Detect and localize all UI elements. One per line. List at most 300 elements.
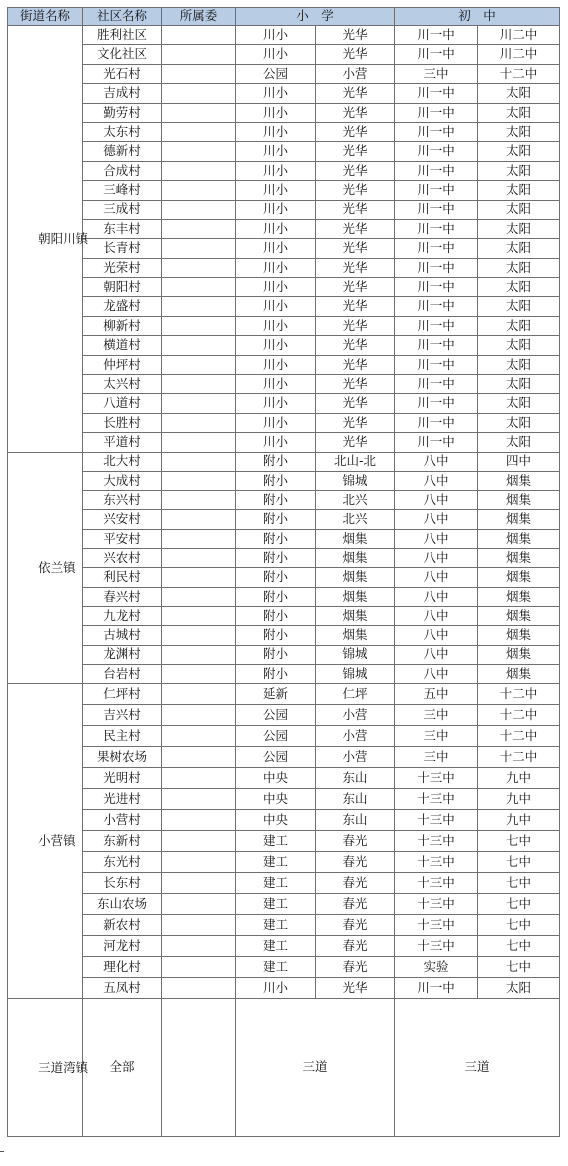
committee-cell[interactable] bbox=[162, 239, 236, 258]
middle-school-1[interactable]: 川一中 bbox=[395, 103, 478, 122]
town-name-cell[interactable] bbox=[8, 999, 89, 1137]
primary-school-2[interactable]: 北兴 bbox=[316, 491, 395, 510]
community-cell[interactable]: 北大村 bbox=[83, 452, 162, 471]
community-cell[interactable]: 平道村 bbox=[83, 433, 162, 452]
community-cell[interactable]: 吉兴村 bbox=[83, 705, 162, 726]
middle-school-1[interactable]: 八中 bbox=[395, 491, 478, 510]
middle-school-2[interactable]: 烟集 bbox=[478, 510, 560, 529]
community-cell[interactable]: 仲坪村 bbox=[83, 355, 162, 374]
committee-cell[interactable] bbox=[162, 684, 236, 705]
primary-school-2[interactable]: 光华 bbox=[316, 181, 395, 200]
community-cell[interactable]: 文化社区 bbox=[83, 45, 162, 64]
middle-school-2[interactable]: 太阳 bbox=[478, 375, 560, 394]
middle-school-1[interactable]: 八中 bbox=[395, 568, 478, 587]
primary-school-2[interactable]: 光华 bbox=[316, 375, 395, 394]
committee-cell[interactable] bbox=[162, 355, 236, 374]
community-cell[interactable]: 古城村 bbox=[83, 626, 162, 645]
middle-school-2[interactable]: 七中 bbox=[478, 852, 560, 873]
middle-school-1[interactable]: 十三中 bbox=[395, 789, 478, 810]
middle-school-2[interactable]: 七中 bbox=[478, 894, 560, 915]
primary-school-2[interactable]: 光华 bbox=[316, 103, 395, 122]
primary-school-2[interactable]: 光华 bbox=[316, 978, 395, 999]
middle-school-1[interactable]: 十三中 bbox=[395, 873, 478, 894]
middle-school-1[interactable]: 实验 bbox=[395, 957, 478, 978]
middle-school-1[interactable]: 川一中 bbox=[395, 142, 478, 161]
committee-cell[interactable] bbox=[162, 258, 236, 277]
middle-school-1[interactable]: 川一中 bbox=[395, 297, 478, 316]
middle-school-1[interactable]: 八中 bbox=[395, 645, 478, 664]
committee-cell[interactable] bbox=[162, 316, 236, 335]
committee-cell[interactable] bbox=[162, 394, 236, 413]
middle-school-2[interactable]: 烟集 bbox=[478, 606, 560, 625]
committee-cell[interactable] bbox=[162, 471, 236, 490]
primary-school-1[interactable]: 附小 bbox=[236, 491, 316, 510]
middle-school-merged[interactable]: 三道 bbox=[395, 999, 560, 1137]
middle-school-1[interactable]: 十三中 bbox=[395, 768, 478, 789]
community-cell[interactable]: 龙渊村 bbox=[83, 645, 162, 664]
committee-cell[interactable] bbox=[162, 103, 236, 122]
committee-cell[interactable] bbox=[162, 810, 236, 831]
primary-school-2[interactable]: 烟集 bbox=[316, 587, 395, 606]
primary-school-2[interactable]: 光华 bbox=[316, 200, 395, 219]
community-cell[interactable]: 长青村 bbox=[83, 239, 162, 258]
primary-school-1[interactable]: 公园 bbox=[236, 64, 316, 83]
primary-school-1[interactable]: 附小 bbox=[236, 587, 316, 606]
community-cell[interactable]: 太东村 bbox=[83, 122, 162, 141]
primary-school-1[interactable]: 川小 bbox=[236, 336, 316, 355]
community-cell[interactable]: 东山农场 bbox=[83, 894, 162, 915]
primary-school-1[interactable]: 川小 bbox=[236, 413, 316, 432]
primary-school-1[interactable]: 附小 bbox=[236, 568, 316, 587]
primary-school-2[interactable]: 光华 bbox=[316, 413, 395, 432]
middle-school-2[interactable]: 太阳 bbox=[478, 394, 560, 413]
primary-school-2[interactable]: 锦城 bbox=[316, 645, 395, 664]
middle-school-2[interactable]: 烟集 bbox=[478, 491, 560, 510]
primary-school-2[interactable]: 东山 bbox=[316, 789, 395, 810]
middle-school-1[interactable]: 川一中 bbox=[395, 258, 478, 277]
primary-school-2[interactable]: 光华 bbox=[316, 161, 395, 180]
middle-school-2[interactable]: 烟集 bbox=[478, 626, 560, 645]
community-cell[interactable]: 龙盛村 bbox=[83, 297, 162, 316]
community-cell[interactable]: 朝阳村 bbox=[83, 278, 162, 297]
primary-school-1[interactable]: 附小 bbox=[236, 510, 316, 529]
middle-school-2[interactable]: 七中 bbox=[478, 873, 560, 894]
committee-cell[interactable] bbox=[162, 84, 236, 103]
committee-cell[interactable] bbox=[162, 278, 236, 297]
primary-school-2[interactable]: 光华 bbox=[316, 297, 395, 316]
primary-school-1[interactable]: 中央 bbox=[236, 789, 316, 810]
primary-school-1[interactable]: 川小 bbox=[236, 316, 316, 335]
primary-school-2[interactable]: 小营 bbox=[316, 747, 395, 768]
community-cell[interactable]: 横道村 bbox=[83, 336, 162, 355]
committee-cell[interactable] bbox=[162, 664, 236, 683]
committee-cell[interactable] bbox=[162, 606, 236, 625]
community-cell[interactable]: 八道村 bbox=[83, 394, 162, 413]
middle-school-1[interactable]: 川一中 bbox=[395, 181, 478, 200]
primary-school-2[interactable]: 小营 bbox=[316, 726, 395, 747]
town-name-cell[interactable] bbox=[8, 26, 89, 453]
middle-school-1[interactable]: 川一中 bbox=[395, 394, 478, 413]
community-cell[interactable]: 果树农场 bbox=[83, 747, 162, 768]
primary-school-1[interactable]: 建工 bbox=[236, 894, 316, 915]
committee-cell[interactable] bbox=[162, 852, 236, 873]
primary-school-1[interactable]: 川小 bbox=[236, 375, 316, 394]
middle-school-2[interactable]: 烟集 bbox=[478, 549, 560, 568]
header-middle[interactable]: 初 中 bbox=[395, 8, 560, 26]
middle-school-1[interactable]: 十三中 bbox=[395, 936, 478, 957]
middle-school-2[interactable]: 烟集 bbox=[478, 471, 560, 490]
committee-cell[interactable] bbox=[162, 219, 236, 238]
community-cell[interactable]: 德新村 bbox=[83, 142, 162, 161]
primary-school-1[interactable]: 川小 bbox=[236, 355, 316, 374]
committee-cell[interactable] bbox=[162, 999, 236, 1137]
middle-school-2[interactable]: 太阳 bbox=[478, 161, 560, 180]
primary-school-2[interactable]: 东山 bbox=[316, 768, 395, 789]
community-cell[interactable]: 东光村 bbox=[83, 852, 162, 873]
primary-school-1[interactable]: 公园 bbox=[236, 726, 316, 747]
primary-school-1[interactable]: 建工 bbox=[236, 957, 316, 978]
middle-school-1[interactable]: 十三中 bbox=[395, 915, 478, 936]
middle-school-2[interactable]: 太阳 bbox=[478, 336, 560, 355]
primary-school-1[interactable]: 川小 bbox=[236, 394, 316, 413]
middle-school-2[interactable]: 太阳 bbox=[478, 142, 560, 161]
middle-school-2[interactable]: 太阳 bbox=[478, 355, 560, 374]
primary-school-2[interactable]: 光华 bbox=[316, 142, 395, 161]
committee-cell[interactable] bbox=[162, 726, 236, 747]
primary-school-2[interactable]: 光华 bbox=[316, 258, 395, 277]
community-cell[interactable]: 利民村 bbox=[83, 568, 162, 587]
community-cell[interactable]: 合成村 bbox=[83, 161, 162, 180]
committee-cell[interactable] bbox=[162, 645, 236, 664]
community-cell[interactable]: 胜利社区 bbox=[83, 26, 162, 45]
header-street[interactable]: 街道名称 bbox=[8, 8, 83, 26]
primary-school-1[interactable]: 川小 bbox=[236, 219, 316, 238]
committee-cell[interactable] bbox=[162, 297, 236, 316]
middle-school-2[interactable]: 烟集 bbox=[478, 645, 560, 664]
middle-school-2[interactable]: 太阳 bbox=[478, 103, 560, 122]
middle-school-1[interactable]: 十三中 bbox=[395, 894, 478, 915]
primary-school-2[interactable]: 光华 bbox=[316, 45, 395, 64]
community-all-cell[interactable]: 全部 bbox=[83, 999, 162, 1137]
community-cell[interactable]: 平安村 bbox=[83, 529, 162, 548]
community-cell[interactable]: 仁坪村 bbox=[83, 684, 162, 705]
middle-school-1[interactable]: 八中 bbox=[395, 510, 478, 529]
town-name-cell[interactable] bbox=[8, 452, 83, 684]
primary-school-2[interactable]: 光华 bbox=[316, 26, 395, 45]
header-community[interactable]: 社区名称 bbox=[83, 8, 162, 26]
community-cell[interactable]: 大成村 bbox=[83, 471, 162, 490]
committee-cell[interactable] bbox=[162, 873, 236, 894]
committee-cell[interactable] bbox=[162, 433, 236, 452]
middle-school-2[interactable]: 太阳 bbox=[478, 200, 560, 219]
committee-cell[interactable] bbox=[162, 789, 236, 810]
community-cell[interactable]: 新农村 bbox=[83, 915, 162, 936]
committee-cell[interactable] bbox=[162, 978, 236, 999]
middle-school-1[interactable]: 川一中 bbox=[395, 161, 478, 180]
primary-school-1[interactable]: 中央 bbox=[236, 810, 316, 831]
primary-school-2[interactable]: 春光 bbox=[316, 957, 395, 978]
primary-school-1[interactable]: 附小 bbox=[236, 606, 316, 625]
middle-school-1[interactable]: 三中 bbox=[395, 705, 478, 726]
primary-school-1[interactable]: 公园 bbox=[236, 747, 316, 768]
committee-cell[interactable] bbox=[162, 45, 236, 64]
header-primary[interactable]: 小 学 bbox=[236, 8, 395, 26]
primary-school-2[interactable]: 烟集 bbox=[316, 606, 395, 625]
primary-school-1[interactable]: 建工 bbox=[236, 873, 316, 894]
primary-school-1[interactable]: 川小 bbox=[236, 278, 316, 297]
primary-school-2[interactable]: 小营 bbox=[316, 64, 395, 83]
primary-school-1[interactable]: 建工 bbox=[236, 915, 316, 936]
primary-school-1[interactable]: 附小 bbox=[236, 529, 316, 548]
middle-school-1[interactable]: 川一中 bbox=[395, 122, 478, 141]
middle-school-2[interactable]: 太阳 bbox=[478, 413, 560, 432]
community-cell[interactable]: 东新村 bbox=[83, 831, 162, 852]
community-cell[interactable]: 河龙村 bbox=[83, 936, 162, 957]
primary-school-2[interactable]: 北兴 bbox=[316, 510, 395, 529]
committee-cell[interactable] bbox=[162, 452, 236, 471]
primary-school-2[interactable]: 春光 bbox=[316, 915, 395, 936]
primary-school-1[interactable]: 川小 bbox=[236, 297, 316, 316]
primary-school-1[interactable]: 川小 bbox=[236, 200, 316, 219]
primary-school-2[interactable]: 光华 bbox=[316, 316, 395, 335]
primary-school-1[interactable]: 附小 bbox=[236, 452, 316, 471]
middle-school-1[interactable]: 川一中 bbox=[395, 355, 478, 374]
middle-school-2[interactable]: 七中 bbox=[478, 957, 560, 978]
community-cell[interactable]: 兴农村 bbox=[83, 549, 162, 568]
primary-school-2[interactable]: 烟集 bbox=[316, 626, 395, 645]
primary-school-1[interactable]: 川小 bbox=[236, 181, 316, 200]
community-cell[interactable]: 小营村 bbox=[83, 810, 162, 831]
community-cell[interactable]: 东丰村 bbox=[83, 219, 162, 238]
middle-school-2[interactable]: 太阳 bbox=[478, 84, 560, 103]
middle-school-1[interactable]: 川一中 bbox=[395, 433, 478, 452]
primary-school-2[interactable]: 春光 bbox=[316, 852, 395, 873]
committee-cell[interactable] bbox=[162, 142, 236, 161]
primary-school-2[interactable]: 锦城 bbox=[316, 471, 395, 490]
middle-school-2[interactable]: 太阳 bbox=[478, 239, 560, 258]
middle-school-2[interactable]: 太阳 bbox=[478, 181, 560, 200]
middle-school-2[interactable]: 七中 bbox=[478, 915, 560, 936]
primary-school-1[interactable]: 川小 bbox=[236, 84, 316, 103]
primary-school-2[interactable]: 烟集 bbox=[316, 529, 395, 548]
committee-cell[interactable] bbox=[162, 915, 236, 936]
primary-school-1[interactable]: 附小 bbox=[236, 471, 316, 490]
committee-cell[interactable] bbox=[162, 200, 236, 219]
committee-cell[interactable] bbox=[162, 491, 236, 510]
community-cell[interactable]: 长胜村 bbox=[83, 413, 162, 432]
primary-school-2[interactable]: 北山-北 bbox=[316, 452, 395, 471]
committee-cell[interactable] bbox=[162, 957, 236, 978]
primary-school-1[interactable]: 附小 bbox=[236, 664, 316, 683]
middle-school-1[interactable]: 十三中 bbox=[395, 810, 478, 831]
middle-school-2[interactable]: 七中 bbox=[478, 831, 560, 852]
committee-cell[interactable] bbox=[162, 64, 236, 83]
primary-school-2[interactable]: 仁坪 bbox=[316, 684, 395, 705]
middle-school-2[interactable]: 十二中 bbox=[478, 705, 560, 726]
primary-school-2[interactable]: 春光 bbox=[316, 894, 395, 915]
committee-cell[interactable] bbox=[162, 375, 236, 394]
middle-school-1[interactable]: 八中 bbox=[395, 549, 478, 568]
middle-school-1[interactable]: 十三中 bbox=[395, 852, 478, 873]
committee-cell[interactable] bbox=[162, 568, 236, 587]
community-cell[interactable]: 东兴村 bbox=[83, 491, 162, 510]
primary-school-1[interactable]: 中央 bbox=[236, 768, 316, 789]
middle-school-1[interactable]: 八中 bbox=[395, 529, 478, 548]
primary-school-1[interactable]: 川小 bbox=[236, 26, 316, 45]
middle-school-1[interactable]: 川一中 bbox=[395, 45, 478, 64]
community-cell[interactable]: 勤劳村 bbox=[83, 103, 162, 122]
community-cell[interactable]: 理化村 bbox=[83, 957, 162, 978]
middle-school-2[interactable]: 烟集 bbox=[478, 568, 560, 587]
committee-cell[interactable] bbox=[162, 122, 236, 141]
committee-cell[interactable] bbox=[162, 413, 236, 432]
middle-school-1[interactable]: 川一中 bbox=[395, 413, 478, 432]
primary-school-1[interactable]: 附小 bbox=[236, 645, 316, 664]
primary-school-2[interactable]: 锦城 bbox=[316, 664, 395, 683]
community-cell[interactable]: 柳新村 bbox=[83, 316, 162, 335]
middle-school-1[interactable]: 川一中 bbox=[395, 375, 478, 394]
middle-school-1[interactable]: 五中 bbox=[395, 684, 478, 705]
primary-school-2[interactable]: 光华 bbox=[316, 278, 395, 297]
middle-school-1[interactable]: 八中 bbox=[395, 606, 478, 625]
primary-school-2[interactable]: 春光 bbox=[316, 873, 395, 894]
primary-school-1[interactable]: 延新 bbox=[236, 684, 316, 705]
middle-school-2[interactable]: 九中 bbox=[478, 789, 560, 810]
community-cell[interactable]: 兴安村 bbox=[83, 510, 162, 529]
primary-school-1[interactable]: 川小 bbox=[236, 978, 316, 999]
middle-school-2[interactable]: 九中 bbox=[478, 768, 560, 789]
middle-school-1[interactable]: 川一中 bbox=[395, 278, 478, 297]
primary-school-2[interactable]: 光华 bbox=[316, 219, 395, 238]
community-cell[interactable]: 吉成村 bbox=[83, 84, 162, 103]
middle-school-2[interactable]: 烟集 bbox=[478, 529, 560, 548]
primary-school-2[interactable]: 春光 bbox=[316, 936, 395, 957]
middle-school-1[interactable]: 川一中 bbox=[395, 84, 478, 103]
primary-school-2[interactable]: 光华 bbox=[316, 394, 395, 413]
primary-school-2[interactable]: 小营 bbox=[316, 705, 395, 726]
middle-school-1[interactable]: 八中 bbox=[395, 664, 478, 683]
community-cell[interactable]: 光荣村 bbox=[83, 258, 162, 277]
primary-school-2[interactable]: 光华 bbox=[316, 355, 395, 374]
community-cell[interactable]: 九龙村 bbox=[83, 606, 162, 625]
middle-school-1[interactable]: 川一中 bbox=[395, 26, 478, 45]
primary-school-1[interactable]: 建工 bbox=[236, 852, 316, 873]
primary-school-1[interactable]: 川小 bbox=[236, 433, 316, 452]
primary-school-1[interactable]: 建工 bbox=[236, 831, 316, 852]
primary-school-1[interactable]: 川小 bbox=[236, 142, 316, 161]
primary-school-1[interactable]: 川小 bbox=[236, 122, 316, 141]
middle-school-2[interactable]: 川二中 bbox=[478, 26, 560, 45]
primary-school-1[interactable]: 川小 bbox=[236, 161, 316, 180]
middle-school-2[interactable]: 十二中 bbox=[478, 64, 560, 83]
middle-school-1[interactable]: 川一中 bbox=[395, 200, 478, 219]
committee-cell[interactable] bbox=[162, 894, 236, 915]
community-cell[interactable]: 光石村 bbox=[83, 64, 162, 83]
committee-cell[interactable] bbox=[162, 336, 236, 355]
middle-school-2[interactable]: 太阳 bbox=[478, 278, 560, 297]
middle-school-1[interactable]: 八中 bbox=[395, 626, 478, 645]
committee-cell[interactable] bbox=[162, 768, 236, 789]
middle-school-2[interactable]: 烟集 bbox=[478, 664, 560, 683]
committee-cell[interactable] bbox=[162, 747, 236, 768]
committee-cell[interactable] bbox=[162, 936, 236, 957]
primary-school-2[interactable]: 光华 bbox=[316, 336, 395, 355]
committee-cell[interactable] bbox=[162, 26, 236, 45]
middle-school-2[interactable]: 太阳 bbox=[478, 219, 560, 238]
primary-school-2[interactable]: 光华 bbox=[316, 84, 395, 103]
primary-school-2[interactable]: 光华 bbox=[316, 239, 395, 258]
middle-school-1[interactable]: 三中 bbox=[395, 64, 478, 83]
primary-school-1[interactable]: 川小 bbox=[236, 103, 316, 122]
primary-school-1[interactable]: 建工 bbox=[236, 936, 316, 957]
primary-school-2[interactable]: 东山 bbox=[316, 810, 395, 831]
primary-school-2[interactable]: 烟集 bbox=[316, 568, 395, 587]
primary-school-1[interactable]: 川小 bbox=[236, 239, 316, 258]
middle-school-2[interactable]: 四中 bbox=[478, 452, 560, 471]
middle-school-2[interactable]: 太阳 bbox=[478, 258, 560, 277]
committee-cell[interactable] bbox=[162, 161, 236, 180]
primary-school-1[interactable]: 川小 bbox=[236, 45, 316, 64]
town-name-cell[interactable] bbox=[8, 684, 83, 999]
middle-school-1[interactable]: 八中 bbox=[395, 471, 478, 490]
middle-school-2[interactable]: 七中 bbox=[478, 936, 560, 957]
primary-school-1[interactable]: 公园 bbox=[236, 705, 316, 726]
community-cell[interactable]: 三峰村 bbox=[83, 181, 162, 200]
middle-school-1[interactable]: 川一中 bbox=[395, 219, 478, 238]
middle-school-1[interactable]: 三中 bbox=[395, 747, 478, 768]
middle-school-1[interactable]: 川一中 bbox=[395, 316, 478, 335]
middle-school-1[interactable]: 三中 bbox=[395, 726, 478, 747]
middle-school-1[interactable]: 八中 bbox=[395, 452, 478, 471]
middle-school-2[interactable]: 十二中 bbox=[478, 726, 560, 747]
committee-cell[interactable] bbox=[162, 181, 236, 200]
community-cell[interactable]: 光进村 bbox=[83, 789, 162, 810]
primary-school-1[interactable]: 川小 bbox=[236, 258, 316, 277]
committee-cell[interactable] bbox=[162, 831, 236, 852]
middle-school-2[interactable]: 太阳 bbox=[478, 122, 560, 141]
committee-cell[interactable] bbox=[162, 549, 236, 568]
middle-school-1[interactable]: 川一中 bbox=[395, 336, 478, 355]
community-cell[interactable]: 太兴村 bbox=[83, 375, 162, 394]
middle-school-1[interactable]: 川一中 bbox=[395, 239, 478, 258]
committee-cell[interactable] bbox=[162, 705, 236, 726]
community-cell[interactable]: 长东村 bbox=[83, 873, 162, 894]
community-cell[interactable]: 民主村 bbox=[83, 726, 162, 747]
primary-school-merged[interactable]: 三道 bbox=[236, 999, 395, 1137]
primary-school-2[interactable]: 烟集 bbox=[316, 549, 395, 568]
primary-school-1[interactable]: 附小 bbox=[236, 549, 316, 568]
community-cell[interactable]: 光明村 bbox=[83, 768, 162, 789]
primary-school-2[interactable]: 春光 bbox=[316, 831, 395, 852]
committee-cell[interactable] bbox=[162, 510, 236, 529]
middle-school-1[interactable]: 川一中 bbox=[395, 978, 478, 999]
middle-school-2[interactable]: 九中 bbox=[478, 810, 560, 831]
middle-school-2[interactable]: 十二中 bbox=[478, 684, 560, 705]
middle-school-1[interactable]: 十三中 bbox=[395, 831, 478, 852]
middle-school-2[interactable]: 烟集 bbox=[478, 587, 560, 606]
committee-cell[interactable] bbox=[162, 529, 236, 548]
middle-school-2[interactable]: 十二中 bbox=[478, 747, 560, 768]
committee-cell[interactable] bbox=[162, 587, 236, 606]
committee-cell[interactable] bbox=[162, 626, 236, 645]
middle-school-2[interactable]: 川二中 bbox=[478, 45, 560, 64]
primary-school-2[interactable]: 光华 bbox=[316, 122, 395, 141]
community-cell[interactable]: 五凤村 bbox=[83, 978, 162, 999]
middle-school-2[interactable]: 太阳 bbox=[478, 978, 560, 999]
community-cell[interactable]: 春兴村 bbox=[83, 587, 162, 606]
middle-school-2[interactable]: 太阳 bbox=[478, 316, 560, 335]
middle-school-1[interactable]: 八中 bbox=[395, 587, 478, 606]
